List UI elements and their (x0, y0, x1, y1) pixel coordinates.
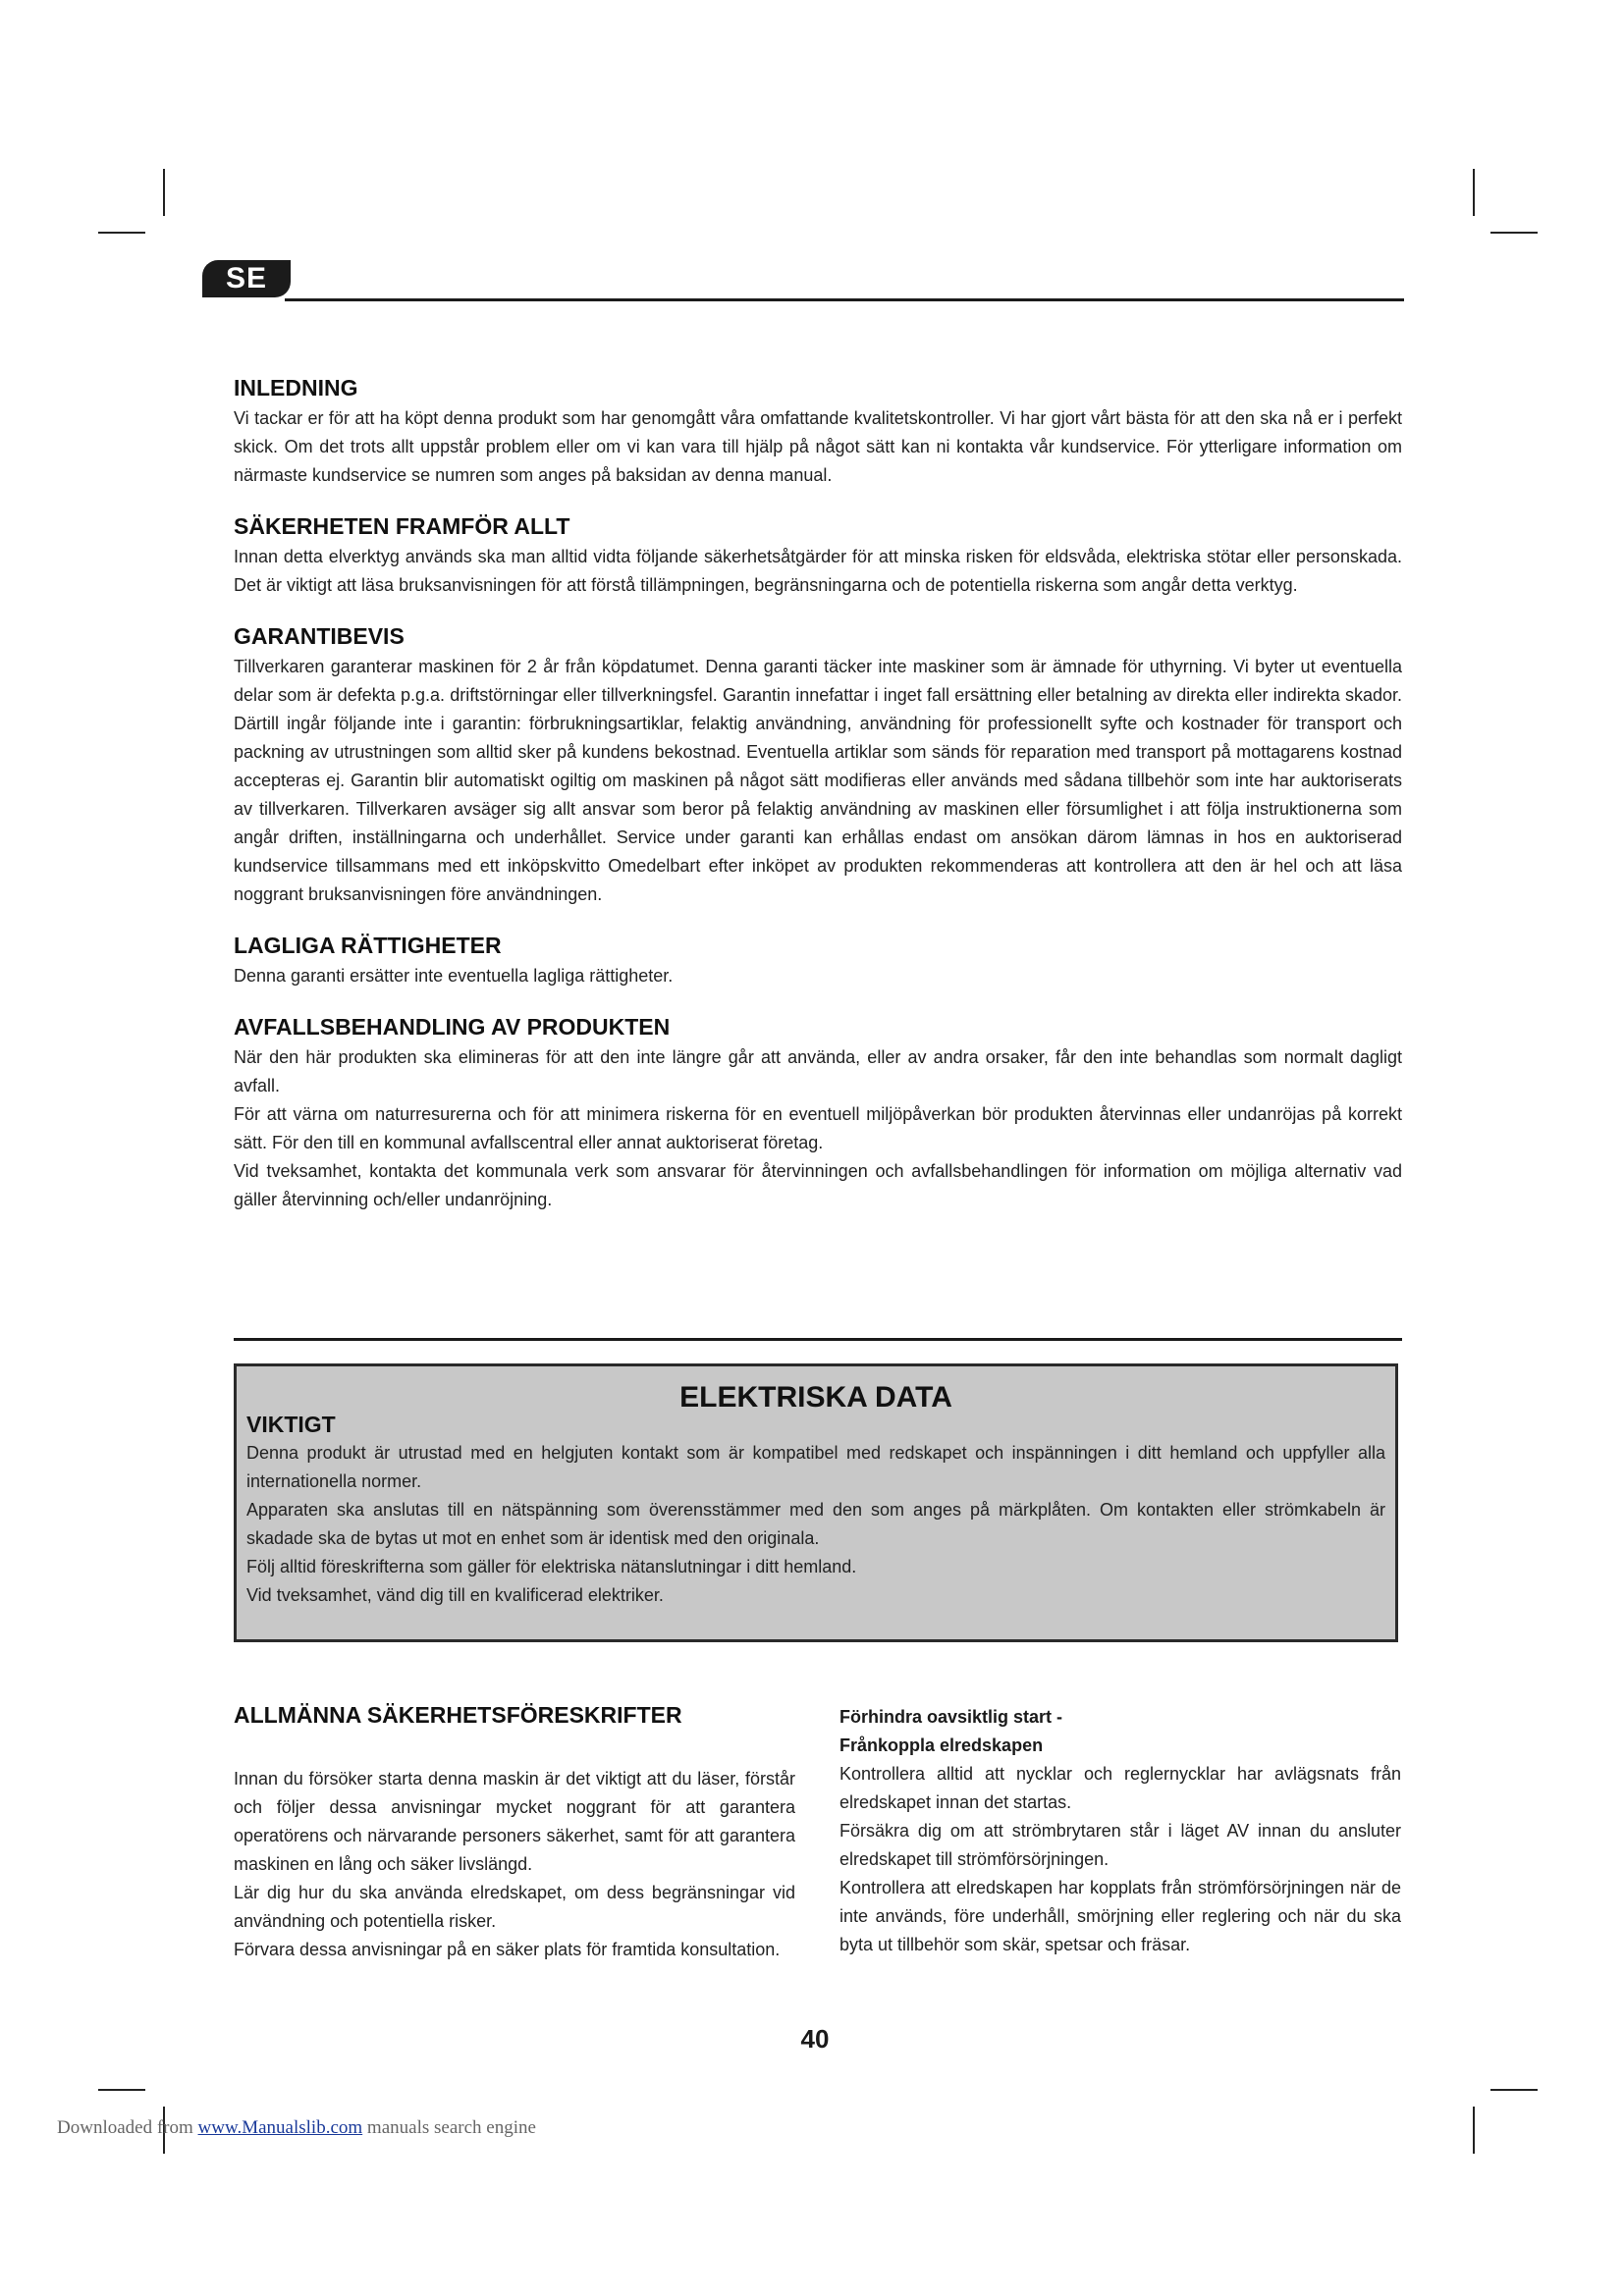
right-column (839, 1703, 1401, 1959)
box-subheading: VIKTIGT (246, 1412, 336, 1437)
section-heading: AVFALLSBEHANDLING AV PRODUKTEN (234, 1014, 671, 1040)
column-heading-line2: Frånkoppla elredskapen (839, 1735, 1044, 1755)
section-sakerheten (234, 511, 1402, 600)
left-column (234, 1700, 795, 1964)
section-paragraph: För att värna om naturresurerna och för att minimera riskerna för en eventuell miljöpåverkan bör produkten återvinnas eller undanröjas på korrekt sätt. För den till en kommunal avfallscentral eller annat auktoriserat företag. (234, 1104, 1402, 1152)
header-rule (285, 298, 1404, 301)
section-paragraph: Innan detta elverktyg används ska man alltid vidta följande säkerhetsåtgärder för att minska risken för eldsvåda, elektriska stötar eller personskada. Det är viktigt att läsa bruksanvisningen för att förstå tillämpningen, begränsningarna och de potentiella riskerna som angår detta verktyg. (234, 547, 1402, 595)
footer-prefix: Downloaded from (57, 2117, 198, 2138)
section-heading: GARANTIBEVIS (234, 623, 405, 649)
crop-mark (1473, 2107, 1475, 2154)
column-paragraph: Kontrollera alltid att nycklar och reglernycklar har avlägsnats från elredskapet innan det startas. (839, 1764, 1401, 1812)
main-content (234, 373, 1402, 1236)
section-paragraph: Tillverkaren garanterar maskinen för 2 år från köpdatumet. Denna garanti täcker inte maskiner som är ämnade för uthyrning. Vi byter ut eventuella delar som är defekta p.g.a. driftstörningar eller tillverkningsfel. Garantin innefattar i inget fall ersättning eller betalning av direkta eller indirekta skador. Därtill ingår följande inte i garantin: förbrukningsartiklar, felaktig användning, användning för professionellt syfte och kostnader för transport och packning av utrustningen som alltid sker på kundens bekostnad. Eventuella artiklar som sänds för reparation med transport på mottagarens kostnad accepteras ej. Garantin blir automatiskt ogiltig om maskinen på något sätt modifieras eller används med sådana tillbehör som inte har auktoriserats av tillverkaren. Tillverkaren avsäger sig allt ansvar som beror på felaktig användning av maskinen eller försumlighet i att följa instruktionerna som angår driften, inställningarna och underhållet. Service under garanti kan erhållas endast om ansökan därom lämnas in hos en auktoriserad kundservice tillsammans med ett inköpskvitto Omedelbart efter inköpet av produkten rekommenderas att kontrollera att den är hel och att läsa noggrant bruksanvisningen före användningen. (234, 657, 1402, 904)
box-paragraph: Denna produkt är utrustad med en helgjuten kontakt som är kompatibel med redskapet och inspänningen i ditt hemland och uppfyller alla internationella normer. (246, 1443, 1385, 1491)
box-paragraph: Vid tveksamhet, vänd dig till en kvalificerad elektriker. (246, 1585, 664, 1605)
section-heading: LAGLIGA RÄTTIGHETER (234, 933, 502, 958)
page-number: 40 (800, 2024, 830, 2054)
electrical-data-box (234, 1363, 1398, 1642)
section-paragraph: Denna garanti ersätter inte eventuella lagliga rättigheter. (234, 966, 674, 986)
section-inledning (234, 373, 1402, 490)
box-title: ELEKTRISKA DATA (679, 1381, 952, 1414)
section-garantibevis (234, 621, 1402, 909)
crop-mark (1490, 2089, 1538, 2091)
column-heading-line1: Förhindra oavsiktlig start - (839, 1707, 1063, 1727)
column-paragraph: Lär dig hur du ska använda elredskapet, om dess begränsningar vid användning och potentiella risker. (234, 1883, 795, 1931)
section-paragraph: Vid tveksamhet, kontakta det kommunala verk som ansvarar för återvinningen och avfallsbehandlingen för information om möjliga alternativ vad gäller återvinning och/eller undanröjning. (234, 1161, 1402, 1209)
section-heading: INLEDNING (234, 375, 358, 400)
crop-mark (163, 169, 165, 216)
column-paragraph: Kontrollera att elredskapen har kopplats från strömförsörjningen när de inte används, före underhåll, smörjning eller reglering och när du ska byta ut tillbehör som skär, spetsar och fräsar. (839, 1878, 1401, 1954)
footer-suffix: manuals search engine (362, 2117, 536, 2138)
column-paragraph: Förvara dessa anvisningar på en säker plats för framtida konsultation. (234, 1940, 781, 1959)
crop-mark (98, 2089, 145, 2091)
crop-mark (1490, 232, 1538, 234)
column-paragraph: Försäkra dig om att strömbrytaren står i läget AV innan du ansluter elredskapet till strömförsörjningen. (839, 1821, 1401, 1869)
box-paragraph: Följ alltid föreskrifterna som gäller för elektriska nätanslutningar i ditt hemland. (246, 1557, 857, 1576)
section-heading: SÄKERHETEN FRAMFÖR ALLT (234, 513, 570, 539)
section-lagliga-rattigheter (234, 931, 1402, 990)
language-badge: SE (202, 260, 291, 297)
box-paragraph: Apparaten ska anslutas till en nätspänning som överensstämmer med den som anges på märkplåten. Om kontakten eller strömkabeln är skadade ska de bytas ut mot en enhet som är identisk med den originala. (246, 1500, 1385, 1548)
section-paragraph: Vi tackar er för att ha köpt denna produkt som har genomgått våra omfattande kvalitetskontroller. Vi har gjort vårt bästa för att den ska nå er i perfekt skick. Om det trots allt uppstår problem eller om vi kan vara till hjälp på något sätt kan ni kontakta vår kundservice. För ytterligare information om närmaste kundservice se numren som anges på baksidan av denna manual. (234, 408, 1402, 485)
section-paragraph: När den här produkten ska elimineras för att den inte längre går att använda, eller av andra orsaker, får den inte behandlas som normalt dagligt avfall. (234, 1047, 1402, 1095)
manualslib-link[interactable]: www.Manualslib.com (197, 2117, 363, 2138)
download-footer (57, 2117, 536, 2139)
section-divider (234, 1338, 1402, 1341)
section-avfallsbehandling (234, 1012, 1402, 1214)
crop-mark (1473, 169, 1475, 216)
crop-mark (98, 232, 145, 234)
column-heading: ALLMÄNNA SÄKERHETSFÖRESKRIFTER (234, 1702, 682, 1728)
column-paragraph: Innan du försöker starta denna maskin är det viktigt att du läser, förstår och följer dessa anvisningar mycket noggrant för att garantera operatörens och närvarande personers säkerhet, samt för att garantera maskinen en lång och säker livslängd. (234, 1769, 795, 1874)
